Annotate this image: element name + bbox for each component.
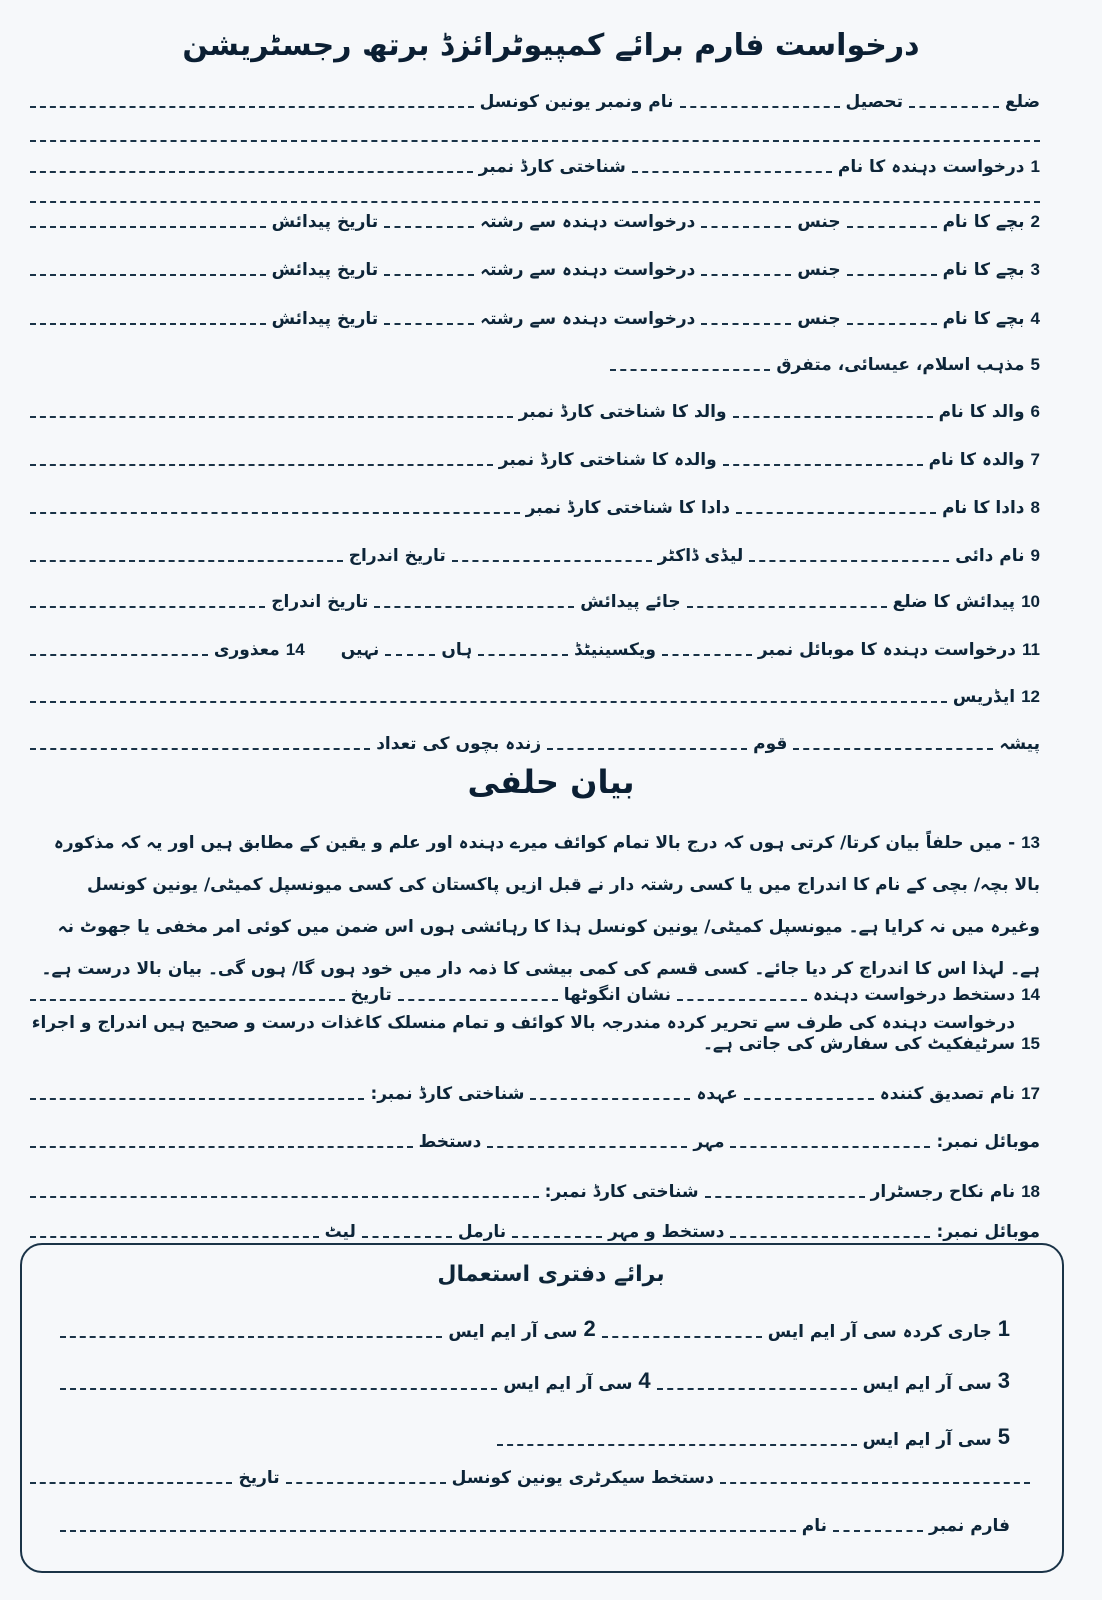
date-field[interactable]: [30, 1482, 232, 1484]
field-number: 5: [997, 1424, 1010, 1449]
caste-field[interactable]: [547, 748, 747, 750]
yes-field[interactable]: [385, 654, 435, 656]
normal-option[interactable]: نارمل: [457, 1222, 507, 1242]
crms-label: سی آر ایم ایس: [448, 1322, 578, 1342]
child-name-field[interactable]: [847, 274, 937, 276]
field-number: 7: [1030, 450, 1040, 469]
entry-date-field[interactable]: [30, 560, 343, 562]
field-number: 11: [1022, 640, 1040, 659]
field-number: 13: [1021, 833, 1040, 852]
issued-crms-field[interactable]: [602, 1336, 762, 1338]
child-name-field[interactable]: [847, 226, 937, 228]
applicant-signature-field[interactable]: [677, 999, 807, 1001]
name-field[interactable]: [60, 1530, 796, 1532]
verifier-cnic-label: شناختی کارڈ نمبر:: [370, 1084, 525, 1104]
row-recommendation: [30, 1012, 1040, 1056]
sign-stamp-label: دستخط و مہر: [608, 1222, 725, 1242]
stamp-field[interactable]: [487, 1146, 687, 1148]
row-child-3: [30, 287, 1040, 331]
address-field[interactable]: [30, 701, 947, 703]
row-religion: [30, 333, 1040, 377]
mobile-field[interactable]: [730, 1146, 930, 1148]
applicant-signature-label: دستخط درخواست دہندہ: [813, 985, 1016, 1005]
row-office-2: [60, 1352, 1010, 1396]
relation-label: درخواست دہندہ سے رشتہ: [480, 309, 696, 329]
field-number: 4: [1030, 309, 1040, 328]
form-title: درخواست فارم برائے کمپیوٹرائزڈ برتھ رجسٹریشن: [182, 28, 920, 63]
mobile-label: موبائل نمبر:: [936, 1222, 1040, 1242]
field-number: 14: [1021, 985, 1040, 1004]
field-number: 3: [1030, 260, 1040, 279]
stamp-label: مہر: [693, 1132, 725, 1152]
child-name-label: بچے کا نام: [942, 309, 1025, 329]
disability-label: معذوری: [213, 640, 280, 660]
gender-field[interactable]: [701, 226, 791, 228]
relation-label: درخواست دہندہ سے رشتہ: [480, 212, 696, 232]
profession-field[interactable]: [793, 748, 993, 750]
tehsil-label: تحصیل: [845, 92, 904, 112]
gender-field[interactable]: [701, 323, 791, 325]
nikah-registrar-field[interactable]: [705, 1196, 865, 1198]
mother-name-field[interactable]: [723, 464, 923, 466]
crms-field[interactable]: [60, 1336, 442, 1338]
registrar-cnic-field[interactable]: [30, 1196, 539, 1198]
relation-field[interactable]: [384, 226, 474, 228]
religion-field[interactable]: [610, 369, 770, 371]
child-name-label: بچے کا نام: [942, 260, 1025, 280]
sign-stamp-field[interactable]: [512, 1236, 602, 1238]
field-number: 8: [1030, 498, 1040, 517]
gender-label: جنس: [797, 212, 841, 232]
grandfather-cnic-label: دادا کا شناختی کارڈ نمبر: [525, 498, 731, 518]
secretary-sign-label: دستخط سیکرٹری یونین کونسل: [451, 1468, 714, 1488]
crms-field[interactable]: [60, 1388, 497, 1390]
verifier-name-field[interactable]: [744, 1098, 874, 1100]
applicant-mobile-field[interactable]: [662, 654, 752, 656]
dob-label: تاریخ پیدائش: [271, 260, 379, 280]
crms-label: سی آر ایم ایس: [862, 1374, 992, 1394]
midwife-label: نام دائی: [955, 546, 1025, 566]
grandfather-name-label: دادا کا نام: [942, 498, 1025, 518]
birth-place-label: جائے پیدائش: [580, 592, 681, 612]
midwife-field[interactable]: [749, 560, 949, 562]
name-label: نام: [801, 1516, 828, 1536]
gender-field[interactable]: [701, 274, 791, 276]
row-child-1: [30, 190, 1040, 234]
birth-district-label: پیدائش کا ضلع: [892, 592, 1016, 612]
mother-cnic-label: والدہ کا شناختی کارڈ نمبر: [498, 450, 717, 470]
field-number: 1: [997, 1316, 1010, 1341]
affidavit-body: میں حلفاً بیان کرتا/ کرتی ہوں کہ درج بالا تمام کوائف میرے دہندہ اور علم و یقین کے مطابق ہیں اور یہ کہ مذکورہ بالا بچہ/ بچی کے نام کا اندراج میں یا کسی رشتہ دار نے قبل ازیں پاکستان کی کسی میونسپل کمیٹی/ یونین کونسل وغیرہ میں نہ کرایا ہے۔ میونسپل کمیٹی/ یونین کونسل ہذا کا رہائشی ہوں اس ضمن میں کوئی امر مخفی یا جھوٹ نہ ہے۔ لہذا اس کا اندراج کر دیا جائے۔ کسی قسم کی کمی بیشی کا ذمہ دار میں خود ہوں گا/ ہوں گی۔ بیان بالا درست ہے۔: [41, 833, 1040, 979]
date-field[interactable]: [30, 999, 345, 1001]
vaccinated-field[interactable]: [478, 654, 568, 656]
row-address: [30, 665, 1040, 709]
field-number: 12: [1021, 687, 1040, 706]
secretary-sign-field[interactable]: [286, 1482, 446, 1484]
crms-label: سی آر ایم ایس: [862, 1430, 992, 1450]
late-field[interactable]: [30, 1236, 319, 1238]
row-secretary-sign: [30, 1446, 1030, 1490]
address-label: ایڈریس: [952, 687, 1016, 707]
row-nikah-registrar: [30, 1160, 1040, 1204]
birth-district-field[interactable]: [687, 606, 887, 608]
form-number-label: فارم نمبر: [929, 1516, 1010, 1536]
row-midwife: [30, 524, 1040, 568]
father-cnic-label: والد کا شناختی کارڈ نمبر: [518, 402, 727, 422]
district-label: ضلع: [1005, 92, 1040, 112]
field-number: 5: [1030, 355, 1040, 374]
child-name-field[interactable]: [847, 323, 937, 325]
living-children-field[interactable]: [30, 748, 370, 750]
field-number: 15: [1021, 1034, 1040, 1053]
field-number: 2: [1030, 212, 1040, 231]
row-registrar-mobile: [30, 1200, 1040, 1244]
mobile-field[interactable]: [730, 1236, 930, 1238]
row-mobile-vaccine: [30, 618, 1040, 662]
dob-field[interactable]: [30, 323, 266, 325]
row-mother: [30, 428, 1040, 472]
thumb-label: نشان انگوٹھا: [563, 985, 672, 1005]
gender-label: جنس: [797, 260, 841, 280]
field-number: 17: [1021, 1084, 1040, 1103]
vaccinated-label: ویکسینیٹڈ: [574, 640, 656, 660]
living-children-label: زندہ بچوں کی تعداد: [376, 734, 542, 754]
field-number: 10: [1021, 592, 1040, 611]
recommendation-text: درخواست دہندہ کی طرف سے تحریر کردہ مندرجہ بالا کوائف و تمام منسلک کاغذات درست و صحیح ہیں اندراج و اجراء سرٹیفکیٹ کی سفارش کی جاتی ہے۔: [31, 1013, 1016, 1054]
normal-field[interactable]: [362, 1236, 452, 1238]
row-child-2: [30, 238, 1040, 282]
registrar-cnic-label: شناختی کارڈ نمبر:: [544, 1182, 699, 1202]
applicant-name-label: درخواست دہندہ کا نام: [837, 157, 1025, 177]
father-name-field[interactable]: [733, 416, 933, 418]
relation-field[interactable]: [384, 323, 474, 325]
affidavit-text: 13 - میں حلفاً بیان کرتا/ کرتی ہوں کہ درج بالا تمام کوائف میرے دہندہ اور علم و یقین کے مطابق ہیں اور یہ کہ مذکورہ بالا بچہ/ بچی کے نام کا اندراج میں یا کسی رشتہ دار نے قبل ازیں پاکستان کی کسی میونسپل کمیٹی/ یونین کونسل وغیرہ میں نہ کرایا ہے۔ میونسپل کمیٹی/ یونین کونسل ہذا کا رہائشی ہوں اس ضمن میں کوئی امر مخفی یا جھوٹ نہ ہے۔ لہذا اس کا اندراج کر دیا جائے۔ کسی قسم کی کمی بیشی کا ذمہ دار میں خود ہوں گا/ ہوں گی۔ بیان بالا درست ہے۔: [41, 833, 1040, 979]
late-option[interactable]: لیٹ: [324, 1222, 356, 1242]
dob-field[interactable]: [30, 274, 266, 276]
form-number-field[interactable]: [833, 1530, 923, 1532]
father-name-label: والد کا نام: [938, 402, 1025, 422]
lady-doctor-field[interactable]: [452, 560, 652, 562]
row-verifier: [30, 1062, 1040, 1106]
date-label: تاریخ: [350, 985, 392, 1005]
lady-doctor-label: لیڈی ڈاکٹر: [657, 546, 744, 566]
designation-field[interactable]: [530, 1098, 690, 1100]
religion-label: مذہب اسلام، عیسائی، متفرق: [776, 355, 1025, 375]
entry-date-label: تاریخ اندراج: [348, 546, 446, 566]
thumb-field[interactable]: [398, 999, 558, 1001]
issued-crms-label: جاری کردہ سی آر ایم ایس: [767, 1322, 992, 1342]
applicant-mobile-label: درخواست دہندہ کا موبائل نمبر: [757, 640, 1017, 660]
row-profession: [30, 712, 1040, 756]
field-number: 1: [1030, 157, 1040, 176]
field-number: 6: [1030, 402, 1040, 421]
birth-place-field[interactable]: [374, 606, 574, 608]
row-form-number: [60, 1494, 1010, 1538]
grandfather-name-field[interactable]: [736, 512, 936, 514]
signature-field[interactable]: [30, 1146, 413, 1148]
office-use-title: برائے دفتری استعمال: [437, 1262, 665, 1287]
relation-field[interactable]: [384, 274, 474, 276]
field-number: 14: [285, 640, 305, 659]
date-label: تاریخ: [238, 1468, 280, 1488]
dob-field[interactable]: [30, 226, 266, 228]
secretary-sign-blank[interactable]: [720, 1482, 1030, 1484]
yes-option[interactable]: ہاں: [441, 640, 473, 660]
field-number: 18: [1021, 1182, 1040, 1201]
disability-field[interactable]: [30, 654, 208, 656]
caste-label: قوم: [753, 734, 788, 754]
row-applicant-signature: [30, 963, 1040, 1007]
child-name-label: بچے کا نام: [942, 212, 1025, 232]
row-office-1: [60, 1300, 1010, 1344]
entry-date-field[interactable]: [30, 606, 265, 608]
field-number: 4: [638, 1368, 651, 1393]
crms-field[interactable]: [657, 1388, 857, 1390]
union-council-label: نام ونمبر یونین کونسل: [479, 92, 674, 112]
grandfather-cnic-field[interactable]: [30, 512, 520, 514]
row-grandfather: [30, 476, 1040, 520]
field-number: 2: [583, 1316, 596, 1341]
dob-label: تاریخ پیدائش: [271, 212, 379, 232]
field-number: 9: [1030, 546, 1040, 565]
verifier-name-label: نام تصدیق کنندہ: [879, 1084, 1016, 1104]
mother-name-label: والدہ کا نام: [928, 450, 1025, 470]
row-birth-place: [30, 570, 1040, 614]
dob-label: تاریخ پیدائش: [271, 309, 379, 329]
nikah-registrar-label: نام نکاح رجسٹرار: [870, 1182, 1016, 1202]
mobile-label: موبائل نمبر:: [936, 1132, 1040, 1152]
affidavit-heading: بیان حلفی: [467, 763, 635, 801]
father-cnic-field[interactable]: [30, 416, 513, 418]
entry-date-label: تاریخ اندراج: [271, 592, 369, 612]
mother-cnic-field[interactable]: [30, 464, 493, 466]
no-option[interactable]: نہیں: [340, 640, 380, 660]
profession-label: پیشہ: [999, 734, 1040, 754]
relation-label: درخواست دہندہ سے رشتہ: [480, 260, 696, 280]
applicant-cnic-label: شناختی کارڈ نمبر: [478, 157, 626, 177]
field-number: 3: [997, 1368, 1010, 1393]
designation-label: عہدہ: [696, 1084, 738, 1104]
row-father: [30, 380, 1040, 424]
gender-label: جنس: [797, 309, 841, 329]
verifier-cnic-field[interactable]: [30, 1098, 364, 1100]
signature-label: دستخط: [418, 1132, 482, 1152]
row-verifier-mobile: [30, 1110, 1040, 1154]
crms-label: سی آر ایم ایس: [503, 1374, 633, 1394]
